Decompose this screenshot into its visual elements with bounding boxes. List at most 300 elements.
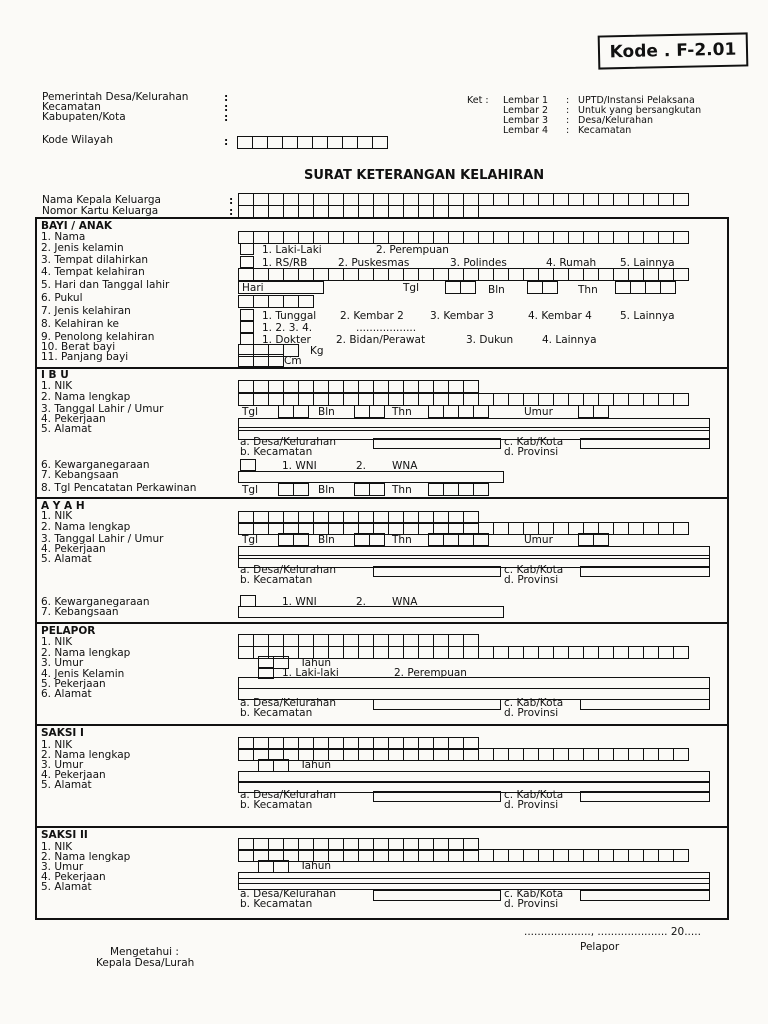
input-cell[interactable] xyxy=(628,849,644,862)
bayi-tempat-kelahiran-boxes[interactable] xyxy=(238,268,688,281)
ibu-kawin-tgl: Tgl xyxy=(242,484,258,496)
input-cell[interactable] xyxy=(542,281,558,294)
input-cell[interactable] xyxy=(527,281,543,294)
input-cell[interactable] xyxy=(553,646,569,659)
input-cell[interactable] xyxy=(403,268,419,281)
pelapor-kab-box[interactable] xyxy=(580,699,710,710)
input-cell[interactable] xyxy=(373,849,389,862)
input-cell[interactable] xyxy=(658,231,674,244)
ayah-kebangsaan-box[interactable] xyxy=(238,606,504,618)
input-cell[interactable] xyxy=(253,393,269,406)
input-cell[interactable] xyxy=(418,748,434,761)
input-cell[interactable] xyxy=(660,281,676,294)
input-cell[interactable] xyxy=(598,193,614,206)
bayi-nama-boxes[interactable] xyxy=(238,231,688,244)
input-cell[interactable] xyxy=(493,646,509,659)
input-cell[interactable] xyxy=(613,522,629,535)
input-cell[interactable] xyxy=(508,193,524,206)
input-cell[interactable] xyxy=(658,646,674,659)
input-cell[interactable] xyxy=(493,193,509,206)
input-cell[interactable] xyxy=(298,268,314,281)
input-cell[interactable] xyxy=(628,748,644,761)
input-cell[interactable] xyxy=(493,748,509,761)
input-cell[interactable] xyxy=(583,193,599,206)
input-cell[interactable] xyxy=(598,646,614,659)
input-cell[interactable] xyxy=(388,849,404,862)
input-cell[interactable] xyxy=(593,533,609,546)
divider-saksi1 xyxy=(35,724,729,726)
bayi-tempat-box[interactable] xyxy=(240,256,254,268)
bayi-thn-boxes[interactable] xyxy=(615,281,675,294)
input-cell[interactable] xyxy=(538,646,554,659)
input-cell[interactable] xyxy=(418,646,434,659)
input-cell[interactable] xyxy=(388,748,404,761)
input-cell[interactable] xyxy=(478,231,494,244)
ibu-alamat-b: b. Kecamatan xyxy=(240,446,313,458)
input-cell[interactable] xyxy=(343,646,359,659)
bayi-bln-boxes[interactable] xyxy=(527,281,557,294)
input-cell[interactable] xyxy=(278,483,294,496)
input-cell[interactable] xyxy=(658,193,674,206)
input-cell[interactable] xyxy=(448,268,464,281)
input-cell[interactable] xyxy=(418,231,434,244)
input-cell[interactable] xyxy=(463,268,479,281)
ibu-wni: 1. WNI xyxy=(282,460,317,472)
input-cell[interactable] xyxy=(358,849,374,862)
ayah-tgl-boxes[interactable] xyxy=(278,533,308,546)
input-cell[interactable] xyxy=(568,231,584,244)
input-cell[interactable] xyxy=(578,533,594,546)
input-cell[interactable] xyxy=(358,646,374,659)
input-cell[interactable] xyxy=(448,849,464,862)
input-cell[interactable] xyxy=(403,231,419,244)
input-cell[interactable] xyxy=(613,849,629,862)
input-cell[interactable] xyxy=(293,483,309,496)
input-cell[interactable] xyxy=(493,268,509,281)
input-cell[interactable] xyxy=(553,393,569,406)
input-cell[interactable] xyxy=(253,354,269,367)
input-cell[interactable] xyxy=(643,748,659,761)
input-cell[interactable] xyxy=(328,393,344,406)
input-cell[interactable] xyxy=(238,646,254,659)
input-cell[interactable] xyxy=(538,849,554,862)
input-cell[interactable] xyxy=(268,231,284,244)
input-cell[interactable] xyxy=(523,849,539,862)
ayah-alamat-a: a. Desa/Kelurahan xyxy=(240,564,336,576)
ket-desc-2: Untuk yang bersangkutan xyxy=(578,105,702,116)
input-cell[interactable] xyxy=(643,646,659,659)
input-cell[interactable] xyxy=(473,483,489,496)
input-cell[interactable] xyxy=(583,231,599,244)
input-cell[interactable] xyxy=(328,231,344,244)
input-cell[interactable] xyxy=(313,268,329,281)
input-cell[interactable] xyxy=(403,748,419,761)
divider-saksi2 xyxy=(35,826,729,828)
input-cell[interactable] xyxy=(673,748,689,761)
input-cell[interactable] xyxy=(373,748,389,761)
ket-desc-1: UPTD/Instansi Pelaksana xyxy=(578,95,695,106)
input-cell[interactable] xyxy=(358,231,374,244)
input-cell[interactable] xyxy=(673,268,689,281)
bayi-item-5: 5. Hari dan Tanggal lahir xyxy=(41,279,170,291)
input-cell[interactable] xyxy=(373,268,389,281)
input-cell[interactable] xyxy=(428,405,444,418)
saksi2-kab-box[interactable] xyxy=(580,890,710,901)
input-cell[interactable] xyxy=(478,193,494,206)
input-cell[interactable] xyxy=(613,393,629,406)
input-cell[interactable] xyxy=(673,646,689,659)
input-cell[interactable] xyxy=(643,522,659,535)
input-cell[interactable] xyxy=(283,295,299,308)
input-cell[interactable] xyxy=(643,393,659,406)
bayi-pukul-boxes[interactable] xyxy=(238,295,313,308)
input-cell[interactable] xyxy=(598,231,614,244)
input-cell[interactable] xyxy=(508,646,524,659)
ayah-umur-label: Umur xyxy=(524,534,553,546)
ibu-desa-box[interactable] xyxy=(373,438,501,449)
input-cell[interactable] xyxy=(443,483,459,496)
input-cell[interactable] xyxy=(388,393,404,406)
input-cell[interactable] xyxy=(478,849,494,862)
ibu-kawin-thn-boxes[interactable] xyxy=(428,483,488,496)
input-cell[interactable] xyxy=(523,646,539,659)
input-cell[interactable] xyxy=(373,380,389,393)
input-cell[interactable] xyxy=(538,268,554,281)
input-cell[interactable] xyxy=(238,268,254,281)
input-cell[interactable] xyxy=(598,748,614,761)
input-cell[interactable] xyxy=(448,646,464,659)
input-cell[interactable] xyxy=(433,646,449,659)
header-line-1: Pemerintah Desa/Kelurahan xyxy=(42,91,189,103)
input-cell[interactable] xyxy=(418,268,434,281)
input-cell[interactable] xyxy=(328,268,344,281)
input-cell[interactable] xyxy=(268,354,284,367)
ayah-item-3: 3. Tanggal Lahir / Umur xyxy=(41,533,164,545)
ibu-kawin-thn: Thn xyxy=(392,484,412,496)
ibu-kab-box[interactable] xyxy=(580,438,710,449)
input-cell[interactable] xyxy=(463,231,479,244)
input-cell[interactable] xyxy=(354,405,370,418)
input-cell[interactable] xyxy=(313,393,329,406)
input-cell[interactable] xyxy=(658,849,674,862)
input-cell[interactable] xyxy=(553,268,569,281)
input-cell[interactable] xyxy=(238,354,254,367)
input-cell[interactable] xyxy=(283,268,299,281)
saksi2-item-2: 2. Nama lengkap xyxy=(41,851,131,863)
input-cell[interactable] xyxy=(568,268,584,281)
input-cell[interactable] xyxy=(643,268,659,281)
input-cell[interactable] xyxy=(293,405,309,418)
input-cell[interactable] xyxy=(473,533,489,546)
input-cell[interactable] xyxy=(358,380,374,393)
input-cell[interactable] xyxy=(403,849,419,862)
input-cell[interactable] xyxy=(369,405,385,418)
input-cell[interactable] xyxy=(448,231,464,244)
input-cell[interactable] xyxy=(673,849,689,862)
ibu-wn-box[interactable] xyxy=(240,459,256,471)
input-cell[interactable] xyxy=(445,281,461,294)
ibu-kebangsaan-box[interactable] xyxy=(238,471,504,483)
input-cell[interactable] xyxy=(448,380,464,393)
pelapor-item-2: 2. Nama lengkap xyxy=(41,647,131,659)
input-cell[interactable] xyxy=(673,231,689,244)
input-cell[interactable] xyxy=(358,268,374,281)
input-cell[interactable] xyxy=(508,748,524,761)
input-cell[interactable] xyxy=(568,646,584,659)
input-cell[interactable] xyxy=(523,748,539,761)
input-cell[interactable] xyxy=(268,295,284,308)
input-cell[interactable] xyxy=(583,646,599,659)
input-cell[interactable] xyxy=(523,393,539,406)
input-cell[interactable] xyxy=(523,231,539,244)
input-cell[interactable] xyxy=(283,231,299,244)
input-cell[interactable] xyxy=(403,646,419,659)
input-cell[interactable] xyxy=(628,231,644,244)
input-cell[interactable] xyxy=(508,393,524,406)
input-cell[interactable] xyxy=(643,849,659,862)
input-cell[interactable] xyxy=(298,295,314,308)
input-cell[interactable] xyxy=(473,405,489,418)
input-cell[interactable] xyxy=(433,268,449,281)
input-cell[interactable] xyxy=(508,522,524,535)
input-cell[interactable] xyxy=(508,268,524,281)
bayi-ke-box[interactable] xyxy=(240,321,254,333)
input-cell[interactable] xyxy=(643,231,659,244)
input-cell[interactable] xyxy=(283,380,299,393)
input-cell[interactable] xyxy=(538,193,554,206)
bayi-jk-box[interactable] xyxy=(240,243,254,255)
ket-desc-4: Kecamatan xyxy=(578,125,632,136)
input-cell[interactable] xyxy=(373,646,389,659)
bayi-kg-label: Kg xyxy=(310,345,324,357)
input-cell[interactable] xyxy=(658,522,674,535)
input-cell[interactable] xyxy=(253,295,269,308)
ibu-wna: WNA xyxy=(392,460,418,472)
input-cell[interactable] xyxy=(388,646,404,659)
saksi1-heading: SAKSI I xyxy=(41,727,84,739)
input-cell[interactable] xyxy=(628,393,644,406)
saksi1-kab-box[interactable] xyxy=(580,791,710,802)
bayi-item-11: 11. Panjang bayi xyxy=(41,351,129,363)
input-cell[interactable] xyxy=(369,533,385,546)
input-cell[interactable] xyxy=(613,231,629,244)
input-cell[interactable] xyxy=(253,380,269,393)
input-cell[interactable] xyxy=(298,231,314,244)
input-cell[interactable] xyxy=(523,193,539,206)
ket-sep-2: : xyxy=(566,105,570,116)
input-cell[interactable] xyxy=(493,393,509,406)
input-cell[interactable] xyxy=(428,533,444,546)
input-cell[interactable] xyxy=(238,849,254,862)
input-cell[interactable] xyxy=(403,380,419,393)
ibu-kawin-tgl-boxes[interactable] xyxy=(278,483,308,496)
input-cell[interactable] xyxy=(463,380,479,393)
input-cell[interactable] xyxy=(403,393,419,406)
input-cell[interactable] xyxy=(593,405,609,418)
input-cell[interactable] xyxy=(583,748,599,761)
input-cell[interactable] xyxy=(523,268,539,281)
ayah-kab-box[interactable] xyxy=(580,566,710,577)
input-cell[interactable] xyxy=(553,849,569,862)
input-cell[interactable] xyxy=(458,533,474,546)
ayah-bln-boxes[interactable] xyxy=(354,533,384,546)
kode-wilayah-label: Kode Wilayah xyxy=(42,134,113,146)
input-cell[interactable] xyxy=(343,748,359,761)
input-cell[interactable] xyxy=(238,748,254,761)
ayah-thn-boxes[interactable] xyxy=(428,533,488,546)
ibu-bln-boxes[interactable] xyxy=(354,405,384,418)
input-cell[interactable] xyxy=(458,405,474,418)
input-cell[interactable] xyxy=(508,849,524,862)
input-cell[interactable] xyxy=(433,380,449,393)
input-cell[interactable] xyxy=(253,231,269,244)
ibu-kawin-bln-boxes[interactable] xyxy=(354,483,384,496)
input-cell[interactable] xyxy=(268,380,284,393)
input-cell[interactable] xyxy=(388,380,404,393)
input-cell[interactable] xyxy=(553,193,569,206)
saksi1-desa-box[interactable] xyxy=(373,791,501,802)
bayi-tgl-label: Tgl xyxy=(403,282,419,294)
ibu-thn-boxes[interactable] xyxy=(428,405,488,418)
input-cell[interactable] xyxy=(478,748,494,761)
input-cell[interactable] xyxy=(628,646,644,659)
input-cell[interactable] xyxy=(354,533,370,546)
input-cell[interactable] xyxy=(418,380,434,393)
ket-lembar-4: Lembar 4 xyxy=(503,125,549,136)
input-cell[interactable] xyxy=(238,393,254,406)
ibu-nik-boxes[interactable] xyxy=(238,380,478,393)
input-cell[interactable] xyxy=(428,483,444,496)
bayi-cm-label: Cm xyxy=(284,355,302,367)
bayi-jenis-3: 3. Kembar 3 xyxy=(430,310,494,322)
input-cell[interactable] xyxy=(568,193,584,206)
input-cell[interactable] xyxy=(448,748,464,761)
input-cell[interactable] xyxy=(278,533,294,546)
input-cell[interactable] xyxy=(463,748,479,761)
pelapor-alamat-d: d. Provinsi xyxy=(504,707,559,719)
input-cell[interactable] xyxy=(343,231,359,244)
input-cell[interactable] xyxy=(388,268,404,281)
input-cell[interactable] xyxy=(369,483,385,496)
input-cell[interactable] xyxy=(253,268,269,281)
input-cell[interactable] xyxy=(313,231,329,244)
ayah-item-2: 2. Nama lengkap xyxy=(41,521,131,533)
input-cell[interactable] xyxy=(578,405,594,418)
ibu-kawin-bln: Bln xyxy=(318,484,335,496)
input-cell[interactable] xyxy=(613,268,629,281)
input-cell[interactable] xyxy=(538,748,554,761)
input-cell[interactable] xyxy=(598,849,614,862)
input-cell[interactable] xyxy=(343,268,359,281)
input-cell[interactable] xyxy=(583,849,599,862)
input-cell[interactable] xyxy=(673,193,689,206)
input-cell[interactable] xyxy=(358,748,374,761)
ayah-umur-boxes[interactable] xyxy=(578,533,608,546)
input-cell[interactable] xyxy=(658,268,674,281)
input-cell[interactable] xyxy=(478,646,494,659)
input-cell[interactable] xyxy=(238,295,254,308)
pelapor-desa-box[interactable] xyxy=(373,699,501,710)
input-cell[interactable] xyxy=(658,748,674,761)
ibu-umur-boxes[interactable] xyxy=(578,405,608,418)
input-cell[interactable] xyxy=(293,533,309,546)
input-cell[interactable] xyxy=(433,849,449,862)
input-cell[interactable] xyxy=(443,405,459,418)
header-line-2: Kecamatan xyxy=(42,101,101,113)
input-cell[interactable] xyxy=(615,281,631,294)
input-cell[interactable] xyxy=(343,849,359,862)
input-cell[interactable] xyxy=(238,380,254,393)
input-cell[interactable] xyxy=(568,849,584,862)
input-cell[interactable] xyxy=(443,533,459,546)
input-cell[interactable] xyxy=(313,380,329,393)
input-cell[interactable] xyxy=(673,393,689,406)
input-cell[interactable] xyxy=(630,281,646,294)
input-cell[interactable] xyxy=(388,231,404,244)
input-cell[interactable] xyxy=(553,748,569,761)
input-cell[interactable] xyxy=(613,193,629,206)
input-cell[interactable] xyxy=(354,483,370,496)
saksi2-desa-box[interactable] xyxy=(373,890,501,901)
input-cell[interactable] xyxy=(643,193,659,206)
input-cell[interactable] xyxy=(433,748,449,761)
input-cell[interactable] xyxy=(508,231,524,244)
input-cell[interactable] xyxy=(598,268,614,281)
input-cell[interactable] xyxy=(673,522,689,535)
input-cell[interactable] xyxy=(628,193,644,206)
bayi-hari-label: Hari xyxy=(242,282,264,294)
input-cell[interactable] xyxy=(463,646,479,659)
kode-wilayah-boxes[interactable] xyxy=(237,136,387,149)
input-cell[interactable] xyxy=(328,380,344,393)
input-cell[interactable] xyxy=(460,281,476,294)
input-cell[interactable] xyxy=(553,522,569,535)
input-cell[interactable] xyxy=(645,281,661,294)
input-cell[interactable] xyxy=(298,380,314,393)
ayah-desa-box[interactable] xyxy=(373,566,501,577)
input-cell[interactable] xyxy=(493,231,509,244)
input-cell[interactable] xyxy=(278,405,294,418)
bayi-item-2: 2. Jenis kelamin xyxy=(41,242,124,254)
input-cell[interactable] xyxy=(373,231,389,244)
input-cell[interactable] xyxy=(458,483,474,496)
ibu-alamat-c: c. Kab/Kota xyxy=(504,436,564,448)
saksi2-alamat-a: a. Desa/Kelurahan xyxy=(240,888,336,900)
input-cell[interactable] xyxy=(628,522,644,535)
input-cell[interactable] xyxy=(268,268,284,281)
bayi-tgl-boxes[interactable] xyxy=(445,281,475,294)
input-cell[interactable] xyxy=(553,231,569,244)
input-cell[interactable] xyxy=(433,231,449,244)
input-cell[interactable] xyxy=(628,268,644,281)
input-cell[interactable] xyxy=(418,849,434,862)
input-cell[interactable] xyxy=(568,748,584,761)
input-cell[interactable] xyxy=(613,646,629,659)
input-cell[interactable] xyxy=(658,393,674,406)
input-cell[interactable] xyxy=(613,748,629,761)
bayi-jenis-box[interactable] xyxy=(240,309,254,321)
bayi-panjang-boxes[interactable] xyxy=(238,354,283,367)
ibu-tgl-boxes[interactable] xyxy=(278,405,308,418)
input-cell[interactable] xyxy=(463,849,479,862)
input-cell[interactable] xyxy=(538,393,554,406)
input-cell[interactable] xyxy=(583,268,599,281)
input-cell[interactable] xyxy=(343,380,359,393)
input-cell[interactable] xyxy=(493,849,509,862)
input-cell[interactable] xyxy=(493,522,509,535)
input-cell[interactable] xyxy=(478,268,494,281)
input-cell[interactable] xyxy=(538,231,554,244)
